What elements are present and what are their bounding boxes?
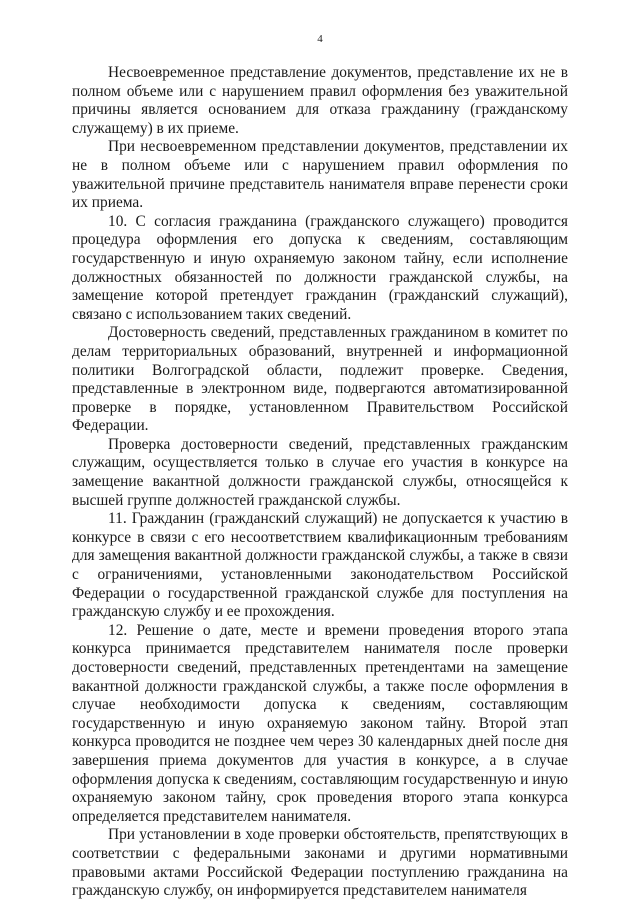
document-body	[72, 64, 568, 901]
paragraph-late-submission-valid-reason: При несвоевременном представлении документов, представлении их не в полном объеме или с нарушением правил оформления по уважительной причине представитель нанимателя вправе перенести сроки их приема.	[72, 138, 568, 212]
paragraph-late-submission-refusal: Несвоевременное представление документов, представление их не в полном объеме или с нарушением правил оформления без уважительной причины является основанием для отказа гражданину (гражданскому служащему) в их приеме.	[72, 64, 568, 137]
paragraph-data-verification: Достоверность сведений, представленных гражданином в комитет по делам территориальных образований, внутренней и информационной политики Волгоградской области, подлежит проверке. Сведения, представленные в электронном виде, подвергаются автоматизированной проверке в порядке, установленном Правительством Российской Федерации.	[72, 324, 568, 435]
page-number: 4	[317, 33, 323, 45]
paragraph-obstacles-notification: При установлении в ходе проверки обстоятельств, препятствующих в соответствии с федеральными законами и другими нормативными правовыми актами Российской Федерации поступлению гражданина на гражданскую службу, он информируется представителем нанимателя	[72, 826, 568, 900]
paragraph-12-second-stage: 12. Решение о дате, месте и времени проведения второго этапа конкурса принимается представителем нанимателя после проверки достоверности сведений, представленных претендентами на замещение вакантной должности гражданской службы, а также после оформления в случае необходимости допуска к сведениям, составляющим государственную и иную охраняемую законом тайну. Второй этап конкурса проводится не позднее чем через 30 календарных дней после дня завершения приема документов для участия в конкурсе, а в случае оформления допуска к сведениям, составляющим государственную и иную охраняемую законом тайну, срок проведения второго этапа конкурса определяется представителем нанимателя.	[72, 621, 568, 825]
paragraph-11-admission-refusal: 11. Гражданин (гражданский служащий) не допускается к участию в конкурсе в связи с его несоответствием квалификационным требованиям для замещения вакантной должности гражданской службы, а также в связи с ограничениями, установленными законодательством Российской Федерации о государственной гражданской службе для поступления на гражданскую службу и ее прохождения.	[72, 510, 568, 621]
paragraph-civil-servant-verification: Проверка достоверности сведений, представленных гражданским служащим, осуществляется только в случае его участия в конкурсе на замещение вакантной должности гражданской службы, относящейся к высшей группе должностей гражданской службы.	[72, 435, 568, 509]
paragraph-10-access-clearance: 10. С согласия гражданина (гражданского служащего) проводится процедура оформления его допуска к сведениям, составляющим государственную и иную охраняемую законом тайну, если исполнение должностных обязанностей по должности гражданской службы, на замещение которой претендует гражданин (гражданский служащий), связано с использованием таких сведений.	[72, 212, 568, 323]
